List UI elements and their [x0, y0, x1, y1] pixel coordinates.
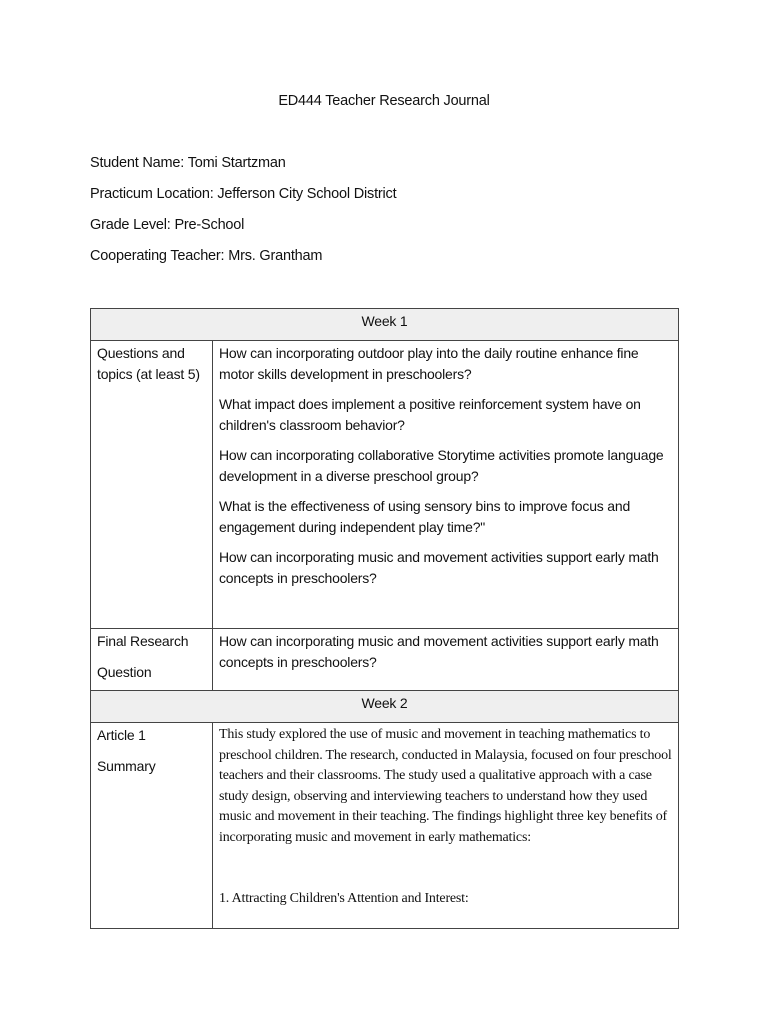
article-summary-cell — [213, 723, 679, 929]
final-question-row — [91, 629, 679, 691]
questions-content-cell — [213, 341, 679, 629]
week-2-header: Week 2 — [361, 695, 408, 711]
week-2-header-row — [91, 691, 679, 723]
week-1-header-cell — [91, 309, 679, 341]
practicum-location: Practicum Location: Jefferson City School District — [90, 186, 397, 202]
article-label: Article 1 — [97, 727, 146, 743]
questions-row — [91, 341, 679, 629]
article-summary-row — [91, 723, 679, 929]
article-label-cell — [91, 723, 213, 929]
cooperating-teacher: Cooperating Teacher: Mrs. Grantham — [90, 248, 323, 264]
final-label-line-2: Question — [97, 663, 152, 680]
question-item: What is the effectiveness of using sensory bins to improve focus and engagement during independent play time?" — [219, 498, 631, 535]
final-label-line-1: Final Research — [97, 633, 189, 649]
week-1-header-row — [91, 309, 679, 341]
question-item: How can incorporating music and movement activities support early math concepts in preschoolers? — [219, 549, 659, 586]
article-summary-text: This study explored the use of music and movement in teaching mathematics to preschool children. The research, conducted in Malaysia, focused on four preschool teachers and their classrooms. The study used a qualitative approach with a case study design, observing and interviewing teachers to understand how they used music and movement in their teaching. The findings highlight three key benefits of incorporating music and movement in early mathematics: — [219, 727, 672, 845]
week-1-header: Week 1 — [361, 313, 408, 329]
summary-list-item: 1. Attracting Children's Attention and Interest: — [219, 891, 469, 906]
final-question-label-cell — [91, 629, 213, 691]
research-journal-table — [90, 308, 679, 929]
document-title: ED444 Teacher Research Journal — [278, 93, 490, 109]
week-2-header-cell — [91, 691, 679, 723]
question-item: How can incorporating collaborative Storytime activities promote language development in a diverse preschool group? — [219, 447, 664, 484]
final-research-question: How can incorporating music and movement activities support early math concepts in preschoolers? — [219, 633, 659, 670]
question-item: How can incorporating outdoor play into the daily routine enhance fine motor skills development in preschoolers? — [219, 345, 639, 382]
final-question-content-cell — [213, 629, 679, 691]
student-name: Student Name: Tomi Startzman — [90, 155, 286, 171]
questions-label: Questions and topics (at least 5) — [97, 345, 200, 382]
grade-level: Grade Level: Pre-School — [90, 217, 245, 233]
question-item: What impact does implement a positive reinforcement system have on children's classroom behavior? — [219, 396, 641, 433]
summary-label: Summary — [97, 757, 156, 774]
questions-label-cell — [91, 341, 213, 629]
